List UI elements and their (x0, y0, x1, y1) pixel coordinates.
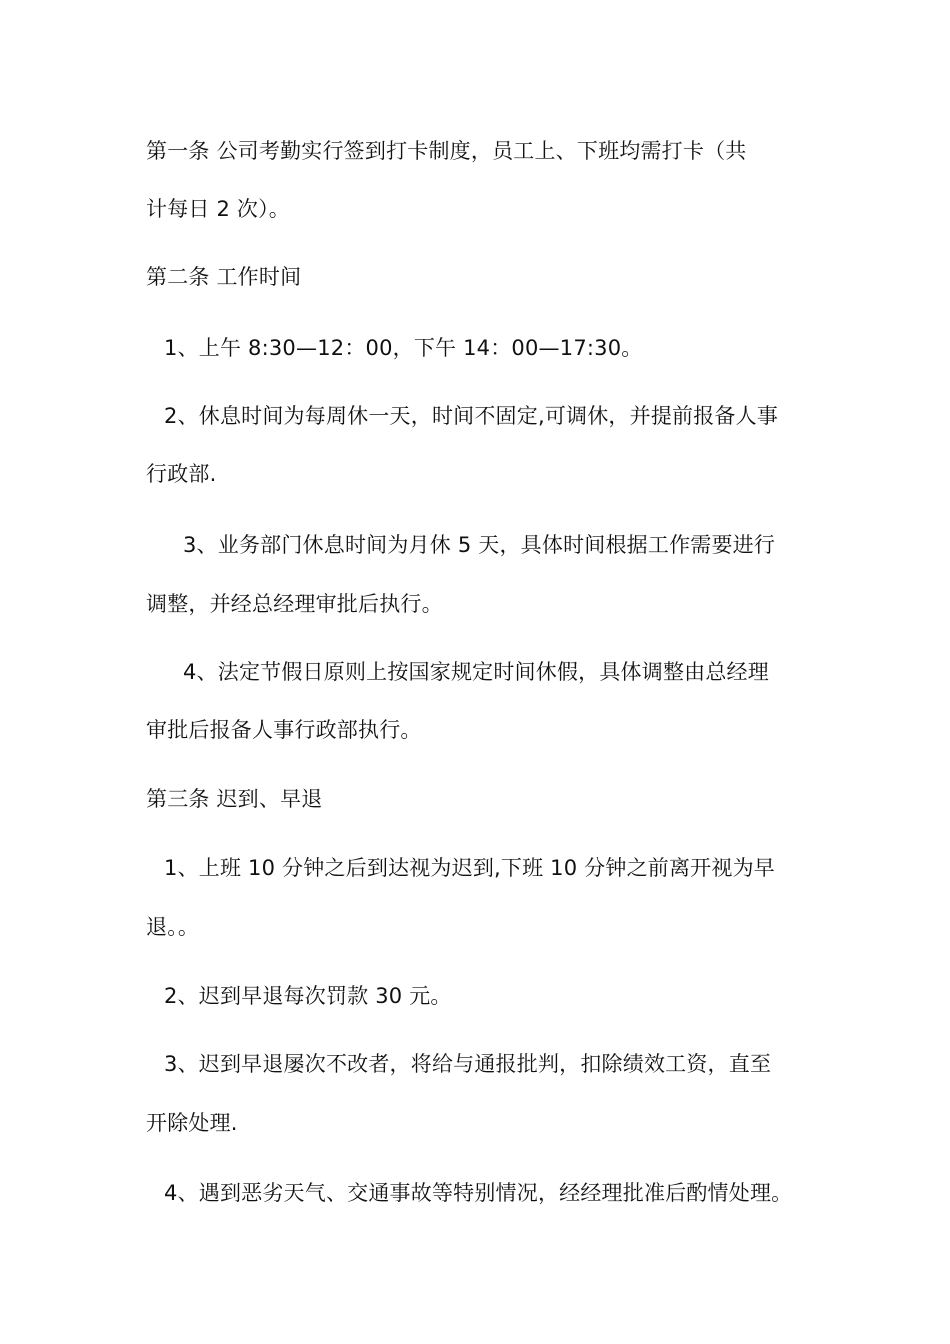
article-2-item-2-line-2: 行政部. (146, 462, 217, 486)
article-2-heading: 第二条 工作时间 (146, 265, 302, 289)
article-2-item-3-line-2: 调整，并经总经理审批后执行。 (146, 592, 443, 616)
article-3-item-3-line-2: 开除处理. (146, 1111, 238, 1135)
article-2-item-1: 1、上午 8:30—12：00，下午 14：00—17:30。 (164, 336, 643, 360)
article-3-heading: 第三条 迟到、早退 (146, 787, 323, 811)
article-3-item-1-line-2: 退。。 (146, 915, 200, 939)
article-2-item-4-line-2: 审批后报备人事行政部执行。 (146, 718, 422, 742)
article-3-item-4: 4、遇到恶劣天气、交通事故等特别情况，经经理批准后酌情处理。 (164, 1181, 793, 1205)
article-3-item-2: 2、迟到早退每次罚款 30 元。 (164, 984, 452, 1008)
article-3-item-3-line-1: 3、迟到早退屡次不改者，将给与通报批判，扣除绩效工资，直至 (164, 1052, 772, 1076)
article-1-line-2: 计每日 2 次）。 (146, 197, 291, 221)
article-2-item-3-line-1: 3、业务部门休息时间为月休 5 天，具体时间根据工作需要进行 (183, 533, 776, 557)
article-1-line-1: 第一条 公司考勤实行签到打卡制度，员工上、下班均需打卡（共 (146, 139, 747, 163)
article-2-item-4-line-1: 4、法定节假日原则上按国家规定时间休假，具体调整由总经理 (183, 660, 769, 684)
article-3-item-1-line-1: 1、上班 10 分钟之后到达视为迟到,下班 10 分钟之前离开视为早 (164, 856, 775, 880)
article-2-item-2-line-1: 2、休息时间为每周休一天，时间不固定,可调休，并提前报备人事 (164, 404, 779, 428)
